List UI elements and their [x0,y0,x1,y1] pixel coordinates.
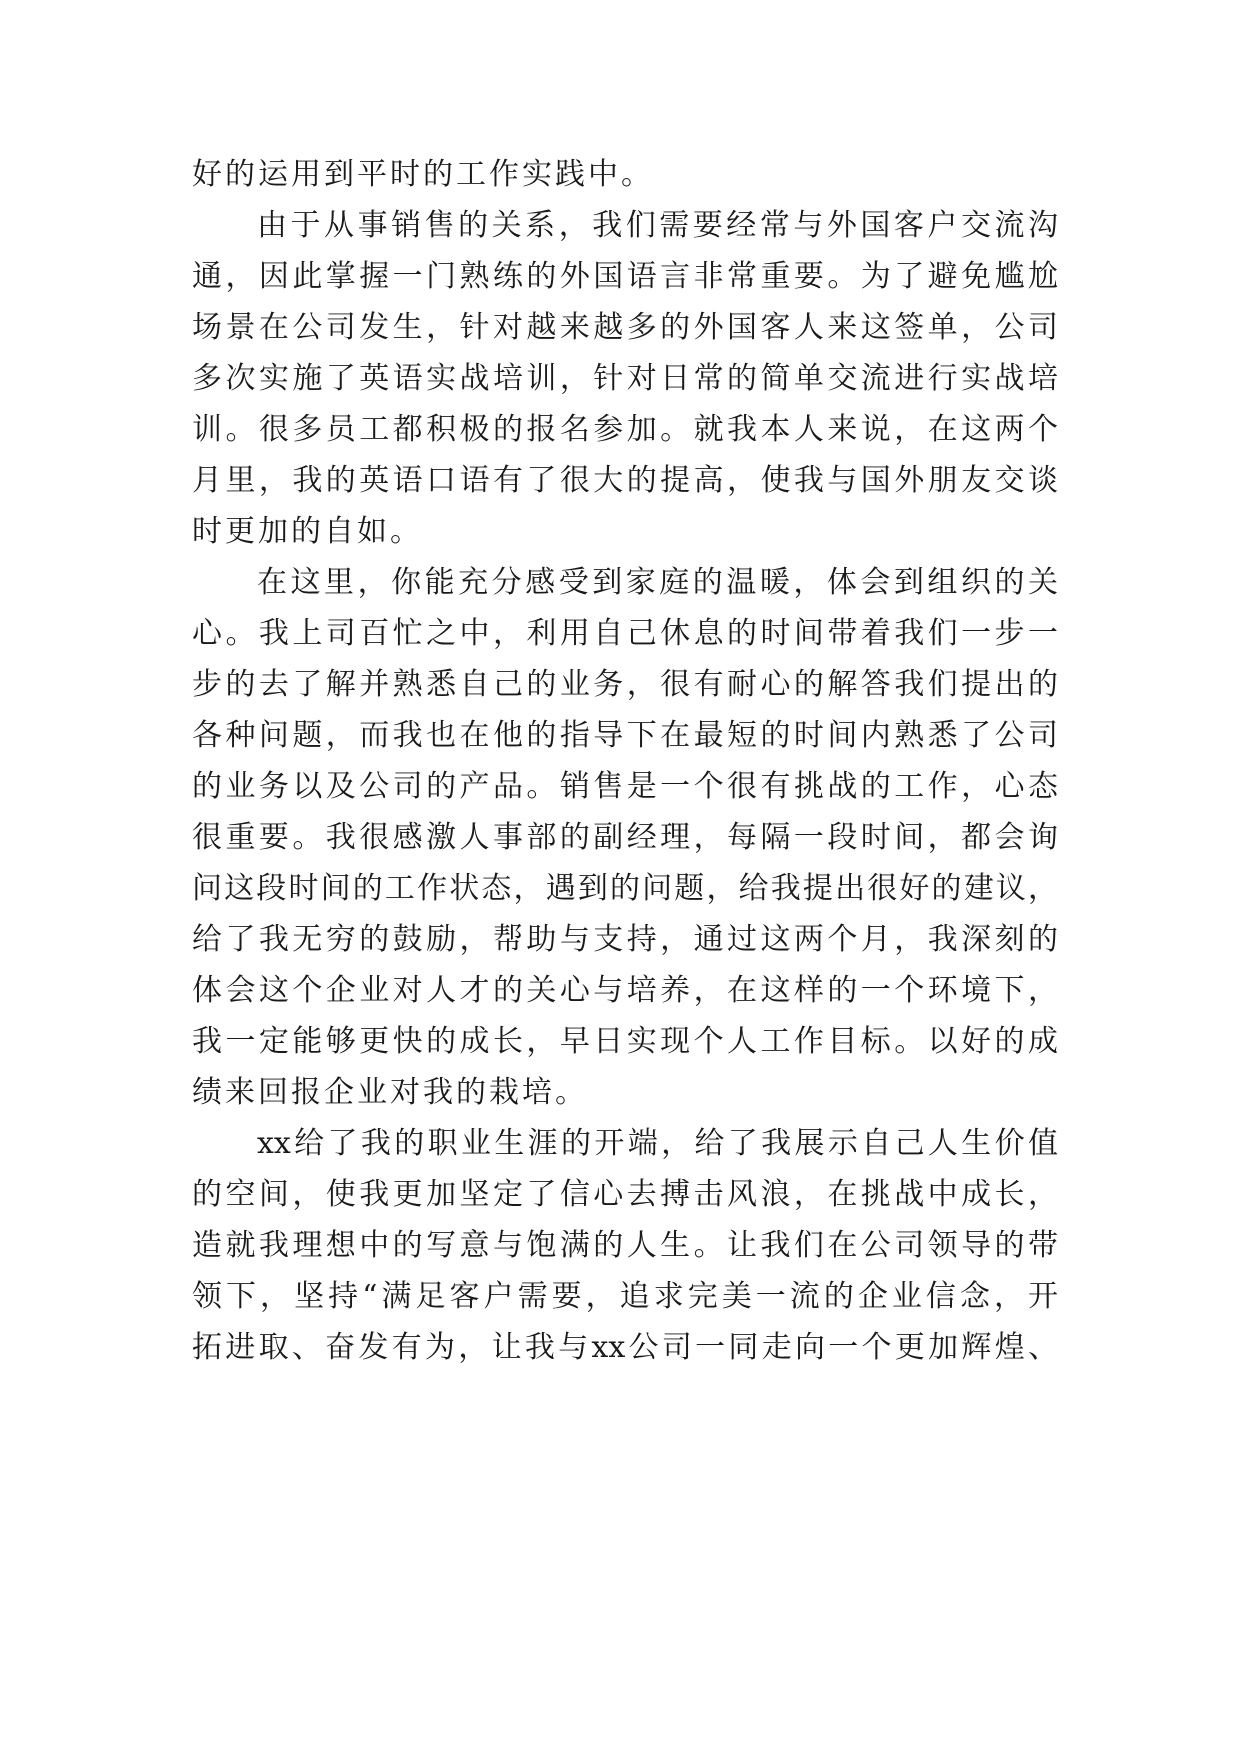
text-line: 月里，我的英语口语有了很大的提高，使我与国外朋友交谈 [192,463,1058,498]
text-line: 步的去了解并熟悉自己的业务，很有耐心的解答我们提出的 [192,667,1058,702]
text-line: 的业务以及公司的产品。销售是一个很有挑战的工作，心态 [192,769,1058,804]
text-line: 由于从事销售的关系，我们需要经常与外国客户交流沟 [257,208,1058,243]
text-line: 场景在公司发生，针对越来越多的外国客人来这签单，公司 [192,310,1058,345]
text-line: 造就我理想中的写意与饱满的人生。让我们在公司领导的带 [192,1228,1058,1263]
text-line: 训。很多员工都积极的报名参加。就我本人来说，在这两个 [192,412,1058,447]
text-line: xx给了我的职业生涯的开端，给了我展示自己人生价值 [257,1126,1058,1161]
text-line: 问这段时间的工作状态，遇到的问题，给我提出很好的建议， [192,871,1058,906]
text-line: 在这里，你能充分感受到家庭的温暖，体会到组织的关 [257,565,1058,600]
text-line: 给了我无穷的鼓励，帮助与支持，通过这两个月，我深刻的 [192,922,1058,957]
text-line: 领下，坚持“满足客户需要，追求完美一流的企业信念，开 [192,1279,1058,1314]
text-line: 多次实施了英语实战培训，针对日常的简单交流进行实战培 [192,361,1058,396]
text-line: 绩来回报企业对我的栽培。 [192,1075,588,1110]
text-line: 的空间，使我更加坚定了信心去搏击风浪，在挑战中成长， [192,1177,1058,1212]
text-line: 通，因此掌握一门熟练的外国语言非常重要。为了避免尴尬 [192,259,1058,294]
text-line: 拓进取、奋发有为，让我与xx公司一同走向一个更加辉煌、 [192,1330,1058,1365]
text-line: 体会这个企业对人才的关心与培养，在这样的一个环境下， [192,973,1058,1008]
text-line: 很重要。我很感激人事部的副经理，每隔一段时间，都会询 [192,820,1058,855]
text-line: 时更加的自如。 [192,514,423,549]
text-line: 我一定能够更快的成长，早日实现个人工作目标。以好的成 [192,1024,1058,1059]
text-line: 各种问题，而我也在他的指导下在最短的时间内熟悉了公司 [192,718,1058,753]
text-line: 好的运用到平时的工作实践中。 [192,157,654,192]
text-line: 心。我上司百忙之中，利用自己休息的时间带着我们一步一 [192,616,1058,651]
